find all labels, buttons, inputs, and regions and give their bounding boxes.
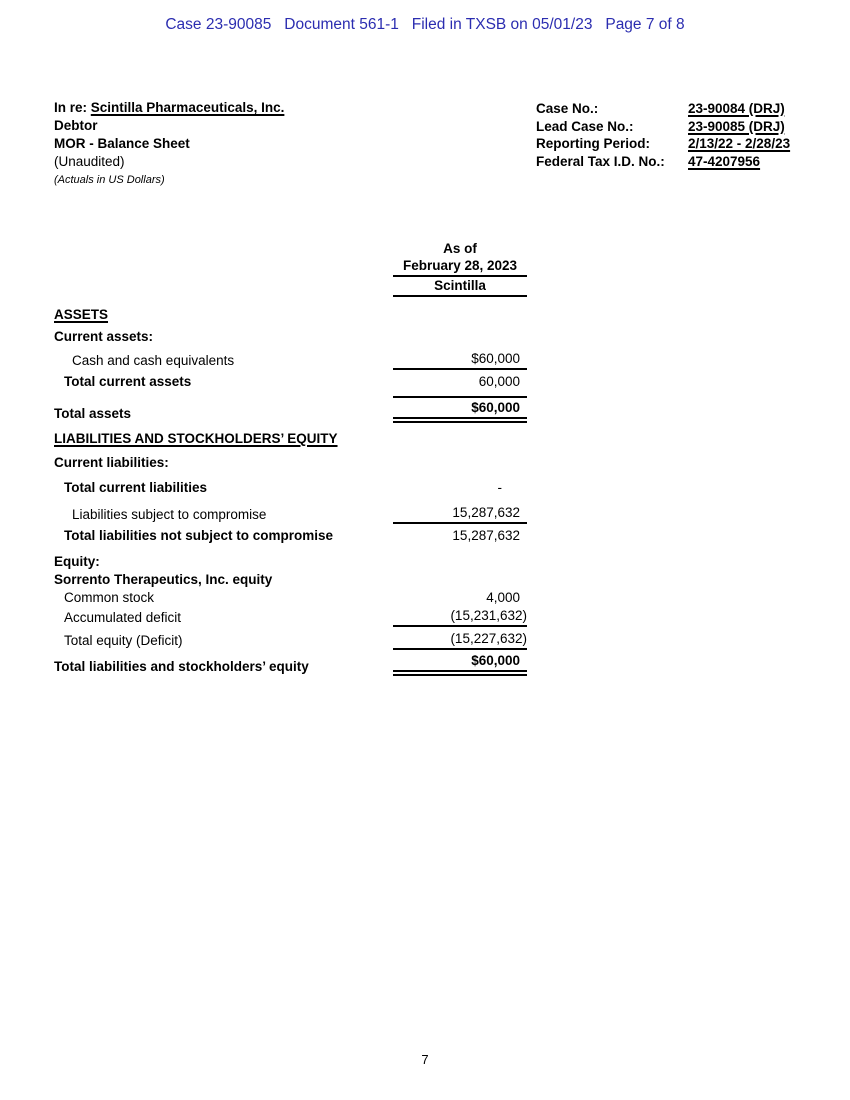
column-header [393, 240, 527, 297]
as-of-label: As of [443, 241, 477, 256]
balance-sheet-row [54, 527, 527, 545]
balance-sheet-table [54, 240, 527, 676]
debtor-info-block [54, 99, 284, 187]
case-info-label: Reporting Period: [536, 136, 650, 152]
case-info-value: 2/13/22 - 2/28/23 [688, 136, 791, 152]
case-info-row [536, 135, 790, 153]
row-value: $60,000 [393, 652, 527, 676]
table-rows [54, 306, 527, 676]
case-info-label: Federal Tax I.D. No.: [536, 153, 665, 169]
balance-sheet-row [54, 571, 527, 589]
debtor-company-name: Scintilla Pharmaceuticals, Inc. [90, 100, 285, 115]
balance-sheet-row [54, 652, 527, 676]
row-label: Total equity (Deficit) [64, 633, 183, 648]
balance-sheet-row [54, 607, 527, 627]
row-label: Total assets [54, 406, 132, 421]
case-info-label: Case No.: [536, 101, 599, 116]
balance-sheet-row [54, 630, 527, 650]
court-filing-header: Case 23-90085 Document 561-1 Filed in TXSB on 05/01/23 Page 7 of 8 [165, 16, 685, 33]
debtor-label: Debtor [54, 118, 98, 133]
row-value: 60,000 [478, 374, 520, 389]
balance-sheet-row [54, 504, 527, 524]
row-label: Accumulated deficit [64, 610, 182, 625]
case-info-value: 47-4207956 [688, 153, 761, 169]
balance-sheet-row [54, 306, 527, 324]
case-info-value: 23-90085 (DRJ) [688, 118, 785, 134]
row-label: Current liabilities: [54, 455, 169, 470]
row-label: Common stock [64, 590, 155, 605]
case-info-label: Lead Case No.: [536, 118, 634, 134]
case-info-value: 23-90084 (DRJ) [688, 101, 785, 116]
row-value: - [497, 480, 502, 495]
row-value: 15,287,632 [452, 528, 520, 543]
row-label: Total current assets [64, 374, 192, 389]
in-re-line [54, 99, 284, 117]
balance-sheet-row [54, 454, 527, 472]
page-number: 7 [421, 1052, 429, 1067]
row-label: Total liabilities and stockholders’ equity [54, 659, 309, 674]
balance-sheet-row [54, 350, 527, 370]
row-label: ASSETS [54, 307, 109, 322]
as-of-date: February 28, 2023 [393, 257, 527, 277]
case-info-row [536, 153, 790, 171]
case-info-row [536, 118, 790, 136]
row-label: LIABILITIES AND STOCKHOLDERS’ EQUITY [54, 431, 338, 446]
row-value: $60,000 [393, 396, 527, 423]
report-title: MOR - Balance Sheet [54, 136, 190, 151]
balance-sheet-row [54, 430, 527, 448]
row-value: 4,000 [486, 590, 520, 605]
unaudited-note: (Unaudited) [54, 154, 125, 169]
balance-sheet-row [54, 553, 527, 571]
actuals-note: (Actuals in US Dollars) [54, 174, 165, 186]
row-label: Cash and cash equivalents [72, 353, 235, 368]
balance-sheet-row [54, 589, 527, 607]
case-info-row [536, 100, 790, 118]
row-value: (15,231,632) [393, 607, 527, 627]
entity-name: Scintilla [393, 277, 527, 297]
row-label: Current assets: [54, 329, 154, 344]
row-value: 15,287,632 [393, 504, 527, 524]
case-info-block [536, 100, 790, 170]
row-value: $60,000 [393, 350, 527, 370]
row-value: (15,227,632) [393, 630, 527, 650]
in-re-label: In re: [54, 100, 88, 115]
balance-sheet-row [54, 373, 527, 391]
row-label: Total current liabilities [64, 480, 208, 495]
balance-sheet-row [54, 479, 527, 497]
row-label: Sorrento Therapeutics, Inc. equity [54, 572, 273, 587]
row-label: Total liabilities not subject to compromise [64, 528, 334, 543]
balance-sheet-row [54, 396, 527, 423]
row-label: Equity: [54, 554, 100, 569]
balance-sheet-row [54, 328, 527, 346]
row-label: Liabilities subject to compromise [72, 507, 267, 522]
